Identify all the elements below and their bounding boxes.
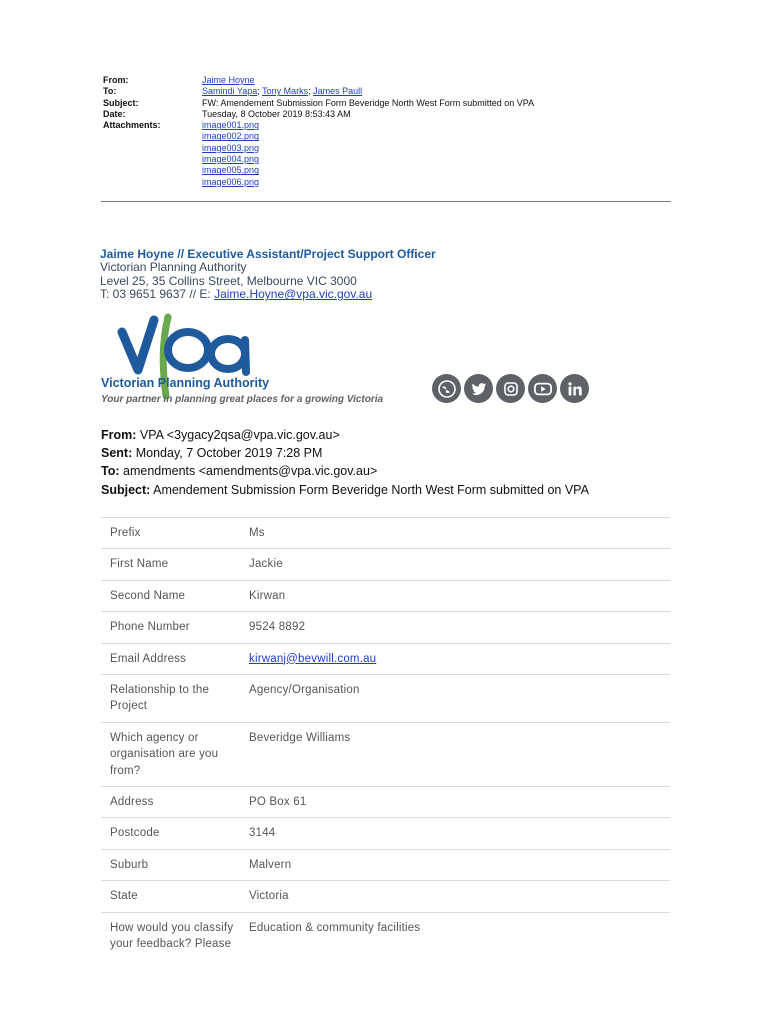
field-value: Kirwan xyxy=(249,589,286,602)
table-row xyxy=(101,581,670,612)
field-value: Education & community facilities xyxy=(249,921,421,934)
table-row xyxy=(101,881,670,912)
signature-contact xyxy=(100,288,436,301)
twitter-icon[interactable] xyxy=(464,374,493,403)
subject-value: FW: Amendement Submission Form Beveridge North West Form submitted on VPA xyxy=(202,97,535,108)
table-row xyxy=(101,518,670,549)
social-icons xyxy=(432,374,589,403)
globe-icon[interactable] xyxy=(432,374,461,403)
table-row xyxy=(101,644,670,675)
table-row xyxy=(101,913,670,960)
date-label: Date: xyxy=(103,108,126,119)
fwd-to-label: To: xyxy=(101,464,120,479)
field-value: Ms xyxy=(249,527,265,539)
fwd-sent-value: Monday, 7 October 2019 7:28 PM xyxy=(135,446,323,461)
fwd-from-value: VPA <3ygacy2qsa@vpa.vic.gov.au> xyxy=(139,428,340,442)
attachment-link[interactable]: image003.png xyxy=(202,142,260,153)
attachments-list xyxy=(202,120,259,188)
to-recipient-link[interactable]: Tony Marks xyxy=(262,86,309,97)
subject-row xyxy=(103,98,534,109)
field-value: 9524 8892 xyxy=(249,621,306,634)
date-row xyxy=(103,109,534,120)
table-row xyxy=(101,850,670,881)
attachment-link[interactable]: image002.png xyxy=(202,131,260,142)
to-row: To: Samindi Yapa; Tony Marks; James Paull xyxy=(103,86,363,97)
field-value: Jackie xyxy=(249,558,283,571)
signature-org: Victorian Planning Authority xyxy=(100,260,247,275)
from-label: From: xyxy=(103,75,129,85)
signature-phone: T: 03 9651 9637 // E: xyxy=(100,287,215,302)
table-row xyxy=(101,818,670,849)
field-value: PO Box 61 xyxy=(249,796,307,809)
date-value: Tuesday, 8 October 2019 8:53:43 AM xyxy=(202,108,351,119)
logo-org-name: Victorian Planning Authority xyxy=(101,376,270,390)
attachment-link[interactable]: image004.png xyxy=(202,154,260,165)
attachments-label: Attachments: xyxy=(103,120,161,131)
table-row xyxy=(101,723,670,787)
field-label: Second Name xyxy=(110,589,186,602)
instagram-icon[interactable] xyxy=(496,374,525,403)
field-label: Relationship to the Project xyxy=(110,684,210,713)
table-row xyxy=(101,612,670,643)
field-label: Prefix xyxy=(110,527,141,539)
table-row xyxy=(101,675,670,723)
to-label: To: xyxy=(103,86,117,97)
field-value: Malvern xyxy=(249,858,292,871)
field-value: Beveridge Williams xyxy=(249,731,351,744)
attachments-row xyxy=(103,120,534,188)
field-value: Agency/Organisation xyxy=(249,684,360,697)
fwd-from-row xyxy=(101,426,589,444)
attachment-link[interactable]: image001.png xyxy=(202,120,260,131)
signature-email-link[interactable]: Jaime.Hoyne@vpa.vic.gov.au xyxy=(214,287,373,302)
attachment-link[interactable]: image005.png xyxy=(202,165,260,176)
field-value: Victoria xyxy=(249,890,289,903)
from-row xyxy=(103,75,534,86)
fwd-to-row xyxy=(101,462,589,480)
signature-address: Level 25, 35 Collins Street, Melbourne VIC 3000 xyxy=(100,273,357,288)
field-label: Email Address xyxy=(110,652,187,665)
to-recipient-link[interactable]: James Paull xyxy=(313,86,363,97)
vpa-logo xyxy=(100,312,440,412)
fwd-sent-row xyxy=(101,444,589,462)
fwd-subject-row xyxy=(101,481,589,499)
signature-block xyxy=(100,248,436,302)
field-label: Suburb xyxy=(110,858,149,871)
fwd-sent-label: Sent: xyxy=(101,446,133,461)
field-label: First Name xyxy=(110,558,169,571)
table-row xyxy=(101,787,670,818)
linkedin-icon[interactable] xyxy=(560,374,589,403)
from-link[interactable]: Jaime Hoyne xyxy=(202,75,255,85)
field-value: 3144 xyxy=(249,827,276,840)
email-value-link[interactable]: kirwanj@bevwill.com.au xyxy=(249,652,377,665)
logo-tagline: Your partner in planning great places for a growing Victoria xyxy=(101,394,384,405)
attachment-link[interactable]: image006.png xyxy=(202,176,260,187)
fwd-to-value: amendments <amendments@vpa.vic.gov.au> xyxy=(123,464,378,479)
subject-label: Subject: xyxy=(103,97,139,108)
submission-table xyxy=(101,517,670,960)
field-label: Postcode xyxy=(110,827,160,840)
email-header xyxy=(103,75,534,188)
fwd-subject-value: Amendement Submission Form Beveridge North West Form submitted on VPA xyxy=(153,482,589,497)
youtube-icon[interactable] xyxy=(528,374,557,403)
forwarded-header xyxy=(101,426,589,499)
field-label: State xyxy=(110,890,138,903)
to-recipient-link[interactable]: Samindi Yapa xyxy=(202,86,258,97)
header-divider xyxy=(101,201,671,202)
fwd-from-label: From: xyxy=(101,428,137,442)
field-label: Phone Number xyxy=(110,621,190,634)
table-row xyxy=(101,549,670,580)
field-label: How would you classify your feedback? Please xyxy=(110,921,234,951)
signature-name-title: Jaime Hoyne // Executive Assistant/Project Support Officer xyxy=(100,247,436,261)
field-label: Which agency or organisation are you from? xyxy=(110,731,219,777)
fwd-subject-label: Subject: xyxy=(101,482,151,497)
field-label: Address xyxy=(110,796,154,809)
